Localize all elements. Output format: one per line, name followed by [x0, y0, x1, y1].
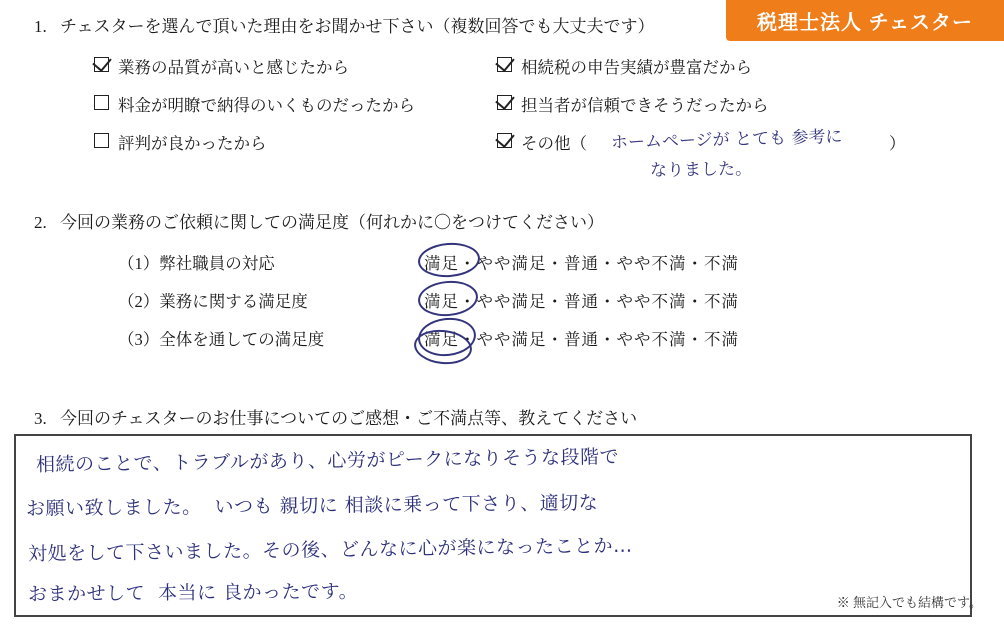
q1-option-left-2[interactable]: [94, 92, 415, 116]
question-2: [34, 208, 604, 233]
q1-option-left-1[interactable]: [94, 54, 349, 78]
q1-option-right-1-label: 相続税の申告実績が豊富だから: [521, 58, 752, 77]
question-2-text: 今回の業務のご依頼に関しての満足度（何れかに〇をつけてください）: [60, 213, 604, 232]
q1-option-left-2-label: 料金が明瞭で納得のいくものだったから: [118, 96, 415, 115]
checkbox-checked-icon[interactable]: [497, 95, 512, 110]
checkbox-checked-icon[interactable]: [497, 133, 512, 148]
q2-row-1-scale[interactable]: 満足・やや満足・普通・やや不満・不満: [424, 254, 739, 273]
question-3: [34, 404, 637, 429]
q1-other-close-paren: ）: [889, 134, 906, 153]
question-1-number: 1.: [34, 17, 47, 36]
q1-option-left-3-label: 評判が良かったから: [118, 134, 267, 153]
q1-option-right-3-label: その他（: [521, 134, 587, 153]
comment-handwriting-line-3: 対処をして下さいました。その後、どんなに心が楽になったことか…: [27, 534, 633, 566]
q2-row-3-label: （3）全体を通しての満足度: [118, 330, 325, 349]
q1-option-left-1-label: 業務の品質が高いと感じたから: [118, 58, 349, 77]
q1-option-left-3[interactable]: [94, 130, 267, 154]
question-2-number: 2.: [34, 213, 47, 232]
q2-row-2-scale[interactable]: 満足・やや満足・普通・やや不満・不満: [424, 292, 739, 311]
comment-handwriting-line-2: お願い致しました。 いつも 親切に 相談に乗って下さり、適切な: [25, 492, 599, 520]
checkbox-checked-icon[interactable]: [94, 57, 109, 72]
checkbox-empty-icon[interactable]: [94, 95, 109, 110]
q1-option-right-2[interactable]: [497, 92, 769, 116]
optional-note: ※ 無記入でも結構です。: [836, 595, 982, 610]
q1-option-right-1[interactable]: [497, 54, 752, 78]
question-1: [34, 12, 655, 37]
checkbox-empty-icon[interactable]: [94, 133, 109, 148]
comment-handwriting-line-1: 相続のことで、トラブルがあり、心労がピークになりそうな段階で: [35, 445, 620, 477]
q2-row-2-label: （2）業務に関する満足度: [118, 292, 308, 311]
question-3-text: 今回のチェスターのお仕事についてのご感想・ご不満点等、教えてください: [60, 409, 638, 428]
question-3-number: 3.: [34, 409, 47, 428]
q1-other-handwriting-line-1: ホームページが とても 参考に: [610, 126, 843, 154]
q2-row-1-label: （1）弊社職員の対応: [118, 254, 275, 273]
brand-badge: 税理士法人 チェスター: [726, 0, 1004, 41]
q2-row-3-scale[interactable]: 満足・やや満足・普通・やや不満・不満: [424, 330, 739, 349]
question-1-text: チェスターを選んで頂いた理由をお聞かせ下さい（複数回答でも大丈夫です）: [60, 17, 655, 36]
checkbox-checked-icon[interactable]: [497, 57, 512, 72]
comment-handwriting-line-4: おまかせして 本当に 良かったです。: [27, 580, 359, 606]
q1-other-handwriting-line-2: なりました。: [649, 159, 753, 181]
q1-option-right-2-label: 担当者が信頼できそうだったから: [521, 96, 769, 115]
